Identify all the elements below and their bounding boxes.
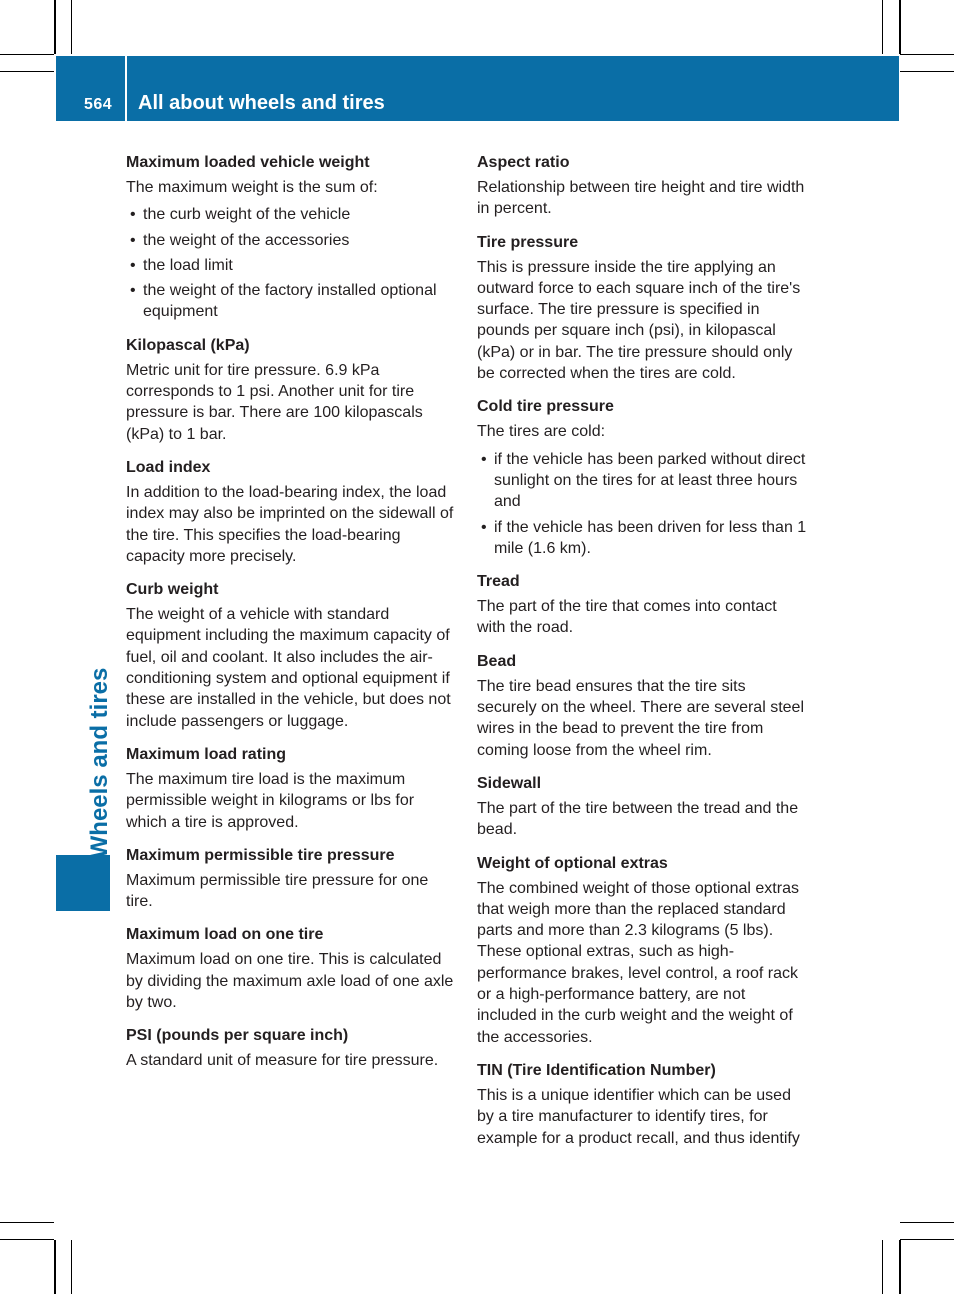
glossary-entry	[126, 744, 458, 833]
glossary-entry	[126, 457, 458, 567]
crop-mark	[0, 1239, 54, 1240]
glossary-entry	[126, 335, 458, 445]
crop-mark	[899, 0, 901, 54]
glossary-entry	[477, 773, 809, 841]
bullet-item: • the load limit	[126, 255, 458, 276]
crop-mark	[882, 1240, 883, 1294]
glossary-definition: This is a unique identifier which can be used by a tire manufacturer to identify tires, for example for a product recall, and thus identify	[477, 1086, 800, 1147]
glossary-term: Cold tire pressure	[477, 398, 614, 416]
glossary-entry	[477, 152, 809, 220]
glossary-definition: Metric unit for tire pressure. 6.9 kPa corresponds to 1 psi. Another unit for tire pressure is bar. There are 100 kilopascals (kPa) to 1 bar.	[126, 361, 423, 443]
glossary-entry	[126, 152, 458, 323]
glossary-definition: The tires are cold:	[477, 423, 606, 441]
glossary-term: Tire pressure	[477, 233, 579, 251]
left-column	[126, 152, 458, 1084]
right-column	[477, 152, 809, 1161]
bullet-item: • the weight of the factory installed optional equipment	[126, 280, 458, 323]
glossary-term: PSI (pounds per square inch)	[126, 1027, 349, 1045]
glossary-term: Kilopascal (kPa)	[126, 336, 250, 354]
glossary-term: Maximum loaded vehicle weight	[126, 154, 370, 171]
crop-mark	[900, 71, 954, 72]
glossary-entry	[126, 1025, 458, 1071]
glossary-term: TIN (Tire Identification Number)	[477, 1061, 716, 1079]
crop-mark	[900, 54, 954, 55]
bullet-list	[477, 449, 809, 559]
glossary-definition: The maximum weight is the sum of:	[126, 179, 378, 196]
glossary-entry	[126, 579, 458, 732]
glossary-term: Maximum permissible tire pressure	[126, 846, 395, 864]
crop-mark	[0, 1222, 54, 1223]
crop-mark	[54, 1240, 56, 1294]
crop-mark	[54, 0, 56, 54]
glossary-entry	[477, 396, 809, 559]
glossary-term: Tread	[477, 573, 520, 591]
glossary-definition: The part of the tire that comes into contact with the road.	[477, 598, 777, 637]
glossary-entry	[477, 232, 809, 385]
glossary-term: Load index	[126, 458, 211, 476]
crop-mark	[882, 0, 883, 54]
bullet-item: • if the vehicle has been driven for less than 1 mile (1.6 km).	[477, 517, 809, 560]
glossary-entry	[477, 853, 809, 1048]
side-tab-marker	[56, 855, 110, 911]
crop-mark	[899, 1240, 901, 1294]
bullet-item: • the weight of the accessories	[126, 230, 458, 251]
bullet-item: • if the vehicle has been parked without direct sunlight on the tires for at least three hours and	[477, 449, 809, 513]
crop-mark	[71, 0, 72, 54]
glossary-term: Maximum load rating	[126, 745, 287, 763]
glossary-definition: This is pressure inside the tire applying an outward force to each square inch of the tire's surface. The tire pressure is specified in pounds per square inch (psi), in kilopascal (kPa) or in bar. The tire pressure should only be corrected when the tires are cold.	[477, 258, 801, 383]
glossary-term: Weight of optional extras	[477, 854, 668, 872]
header-divider	[125, 56, 127, 121]
bullet-item: • the curb weight of the vehicle	[126, 204, 458, 225]
glossary-definition: The tire bead ensures that the tire sits securely on the wheel. There are several steel wires in the bead to prevent the tire from coming loose from the wheel rim.	[477, 677, 804, 759]
glossary-definition: Maximum permissible tire pressure for one tire.	[126, 871, 429, 911]
glossary-term: Aspect ratio	[477, 154, 570, 171]
glossary-term: Curb weight	[126, 581, 219, 599]
glossary-definition: A standard unit of measure for tire pressure.	[126, 1052, 439, 1070]
glossary-entry	[477, 571, 809, 639]
bullet-list	[126, 204, 458, 322]
glossary-definition: In addition to the load-bearing index, the load index may also be imprinted on the sidewall of the tire. This specifies the load-bearing capacity more precisely.	[126, 483, 454, 565]
glossary-entry	[477, 651, 809, 761]
glossary-term: Bead	[477, 652, 517, 670]
crop-mark	[900, 1239, 954, 1240]
glossary-definition: The part of the tire between the tread and the bead.	[477, 799, 799, 839]
crop-mark	[71, 1240, 72, 1294]
glossary-definition: The maximum tire load is the maximum permissible weight in kilograms or lbs for which a tire is approved.	[126, 770, 415, 831]
glossary-entry	[477, 1060, 809, 1149]
glossary-term: Maximum load on one tire	[126, 926, 324, 944]
section-title: All about wheels and tires	[138, 92, 385, 114]
glossary-definition: The weight of a vehicle with standard equipment including the maximum capacity of fuel, oil and coolant. It also includes the air-conditioning system and optional equipment if these are installed in the vehicle, but does not include passengers or luggage.	[126, 606, 451, 730]
side-tab-label: Wheels and tires	[86, 667, 113, 859]
glossary-definition: Relationship between tire height and tire width in percent.	[477, 179, 805, 218]
crop-mark	[0, 71, 54, 72]
glossary-term: Sidewall	[477, 774, 542, 792]
glossary-entry	[126, 924, 458, 1013]
crop-mark	[900, 1222, 954, 1223]
page-number: 564	[84, 96, 113, 113]
glossary-definition: The combined weight of those optional extras that weigh more than the replaced standard parts and more than 2.3 kilograms (5 lbs). These optional extras, such as high-performance brakes, level control, a roof rack or a high-performance battery, are not included in the curb weight and the weight of the accessories.	[477, 879, 799, 1046]
glossary-entry	[126, 845, 458, 913]
glossary-definition: Maximum load on one tire. This is calculated by dividing the maximum axle load of one axle by two.	[126, 951, 454, 1012]
crop-mark	[0, 54, 54, 55]
